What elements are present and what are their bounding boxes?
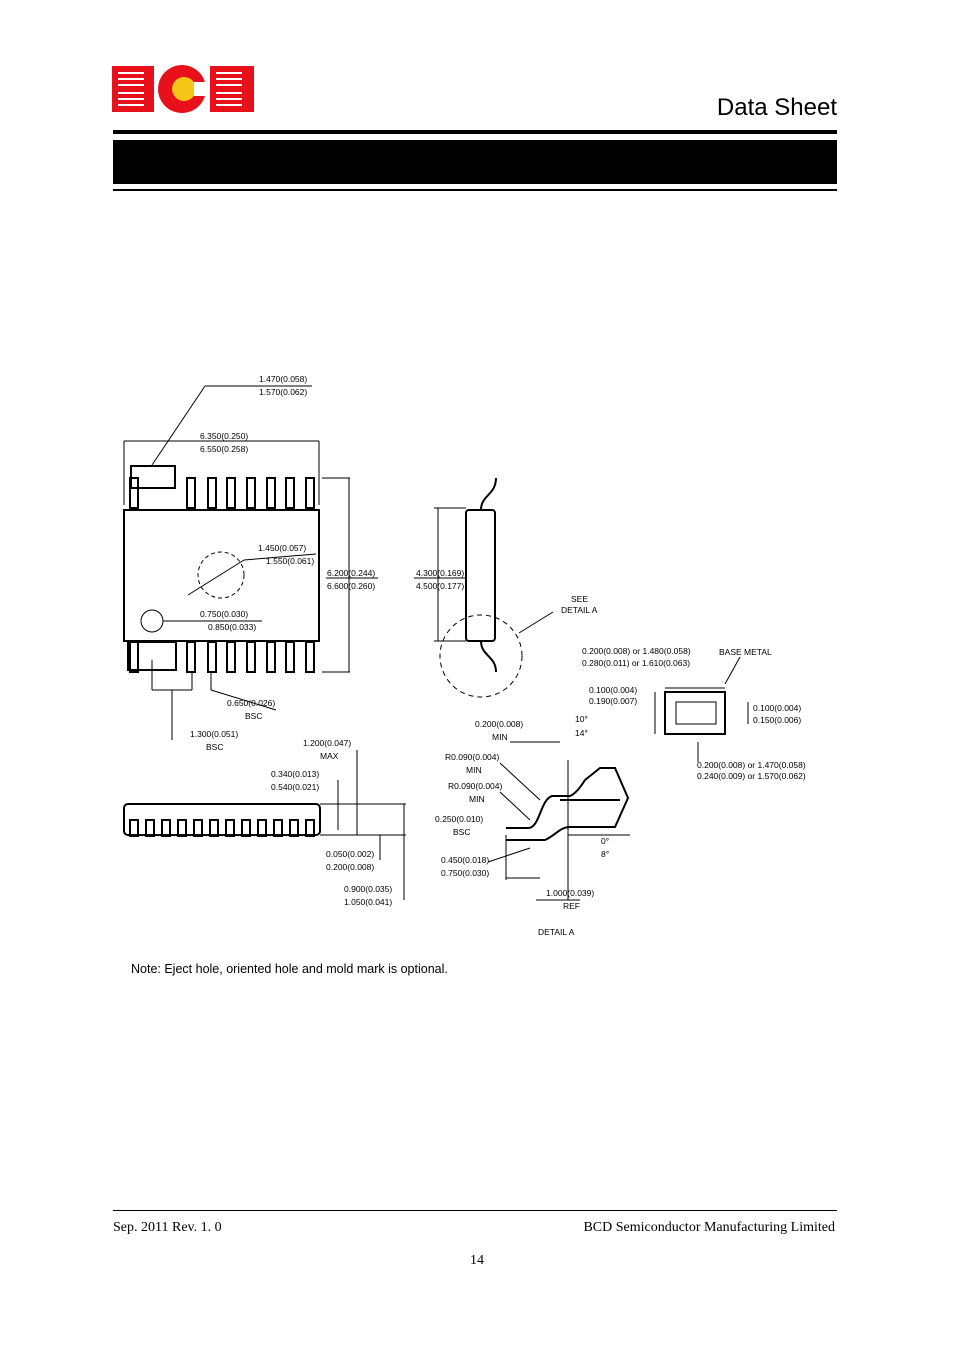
dim-shoulder-1: 0.200(0.008): [475, 719, 524, 729]
see-detail-1: SEE: [571, 594, 589, 604]
dim-lead-or-1: 0.200(0.008) or 1.480(0.058): [582, 646, 691, 656]
top-lead: [267, 478, 275, 508]
dim-plating-2: 0.190(0.007): [589, 696, 638, 706]
dim-lead-width-1: 0.340(0.013): [271, 769, 320, 779]
gauge-2: BSC: [453, 827, 471, 837]
dimension-labels: [190, 374, 806, 937]
top-lead: [227, 478, 235, 508]
radius2-2: MIN: [469, 794, 485, 804]
dim-top-lead-1: 1.470(0.058): [259, 374, 308, 384]
dim-metal-width-2: 0.240(0.009) or 1.570(0.062): [697, 771, 806, 781]
dim-oriented-hole-1: 0.750(0.030): [200, 609, 249, 619]
front-lead: [146, 820, 154, 836]
foot-length-1: 0.450(0.018): [441, 855, 490, 865]
front-lead: [130, 820, 138, 836]
front-lead: [258, 820, 266, 836]
detail-a: [488, 742, 630, 900]
foot-length-2: 0.750(0.030): [441, 868, 490, 878]
footprint-ref-2: REF: [563, 901, 580, 911]
dim-pitch-2: BSC: [245, 711, 263, 721]
dim-shoulder-2: MIN: [492, 732, 508, 742]
dim-eject-hole-1: 1.450(0.057): [258, 543, 307, 553]
bottom-lead: [130, 642, 138, 672]
top-lead: [247, 478, 255, 508]
front-lead: [306, 820, 314, 836]
dim-metal-thk-2: 0.150(0.006): [753, 715, 802, 725]
dim-body-length-2: 6.550(0.258): [200, 444, 249, 454]
radius2-1: R0.090(0.004): [448, 781, 503, 791]
dim-thickness-1: 0.900(0.035): [344, 884, 393, 894]
front-lead: [226, 820, 234, 836]
dim-top-lead-2: 1.570(0.062): [259, 387, 308, 397]
drawing-note: Note: Eject hole, oriented hole and mold mark is optional.: [131, 962, 448, 976]
footprint-ref-1: 1.000(0.039): [546, 888, 595, 898]
see-detail-2: DETAIL A: [561, 605, 598, 615]
lead-section: [655, 657, 748, 762]
dim-standoff-1: 0.050(0.002): [326, 849, 375, 859]
dim-height-2: MAX: [320, 751, 339, 761]
dim-body-width-1: 4.300(0.169): [416, 568, 465, 578]
top-lead: [286, 478, 294, 508]
bottom-lead: [306, 642, 314, 672]
front-lead: [274, 820, 282, 836]
footer-rule: [113, 1210, 837, 1211]
front-lead: [210, 820, 218, 836]
dim-standoff-2: 0.200(0.008): [326, 862, 375, 872]
front-lead: [178, 820, 186, 836]
dim-metal-thk-1: 0.100(0.004): [753, 703, 802, 713]
angle-top-2: 14°: [575, 728, 588, 738]
bottom-lead: [227, 642, 235, 672]
top-lead: [187, 478, 195, 508]
dim-lead-or-2: 0.280(0.011) or 1.610(0.063): [582, 658, 691, 668]
top-lead: [208, 478, 216, 508]
dim-pitch-1: 0.650(0.026): [227, 698, 276, 708]
dim-pin1-2: BSC: [206, 742, 224, 752]
dim-eject-hole-2: 1.550(0.061): [266, 556, 315, 566]
dim-plating-1: 0.100(0.004): [589, 685, 638, 695]
front-view: [124, 750, 406, 900]
page-number: 14: [470, 1253, 484, 1268]
gauge-1: 0.250(0.010): [435, 814, 484, 824]
footer-date-rev: Sep. 2011 Rev. 1. 0: [113, 1220, 222, 1235]
dim-pin1-1: 1.300(0.051): [190, 729, 239, 739]
bottom-lead: [267, 642, 275, 672]
front-lead: [194, 820, 202, 836]
dim-body-width-2: 4.500(0.177): [416, 581, 465, 591]
angle-top-1: 10°: [575, 714, 588, 724]
angle-foot-2: 8°: [601, 849, 610, 859]
bottom-lead: [247, 642, 255, 672]
dim-body-length-1: 6.350(0.250): [200, 431, 249, 441]
bottom-lead: [187, 642, 195, 672]
top-view: [124, 386, 378, 740]
detail-a-label: DETAIL A: [538, 927, 575, 937]
angle-foot-1: 0°: [601, 836, 610, 846]
radius1-2: MIN: [466, 765, 482, 775]
front-lead: [162, 820, 170, 836]
bottom-lead: [286, 642, 294, 672]
footer-company: BCD Semiconductor Manufacturing Limited: [583, 1220, 835, 1235]
dim-total-width-2: 6.600(0.260): [327, 581, 376, 591]
dim-lead-width-2: 0.540(0.021): [271, 782, 320, 792]
doc-type-label: Data Sheet: [716, 94, 837, 121]
top-lead: [306, 478, 314, 508]
dim-metal-width-1: 0.200(0.008) or 1.470(0.058): [697, 760, 806, 770]
dim-oriented-hole-2: 0.850(0.033): [208, 622, 257, 632]
bottom-lead: [208, 642, 216, 672]
front-lead: [242, 820, 250, 836]
base-metal-label: BASE METAL: [719, 647, 772, 657]
front-lead: [290, 820, 298, 836]
radius1-1: R0.090(0.004): [445, 752, 500, 762]
dim-height-1: 1.200(0.047): [303, 738, 352, 748]
dim-total-width-1: 6.200(0.244): [327, 568, 376, 578]
dim-thickness-2: 1.050(0.041): [344, 897, 393, 907]
